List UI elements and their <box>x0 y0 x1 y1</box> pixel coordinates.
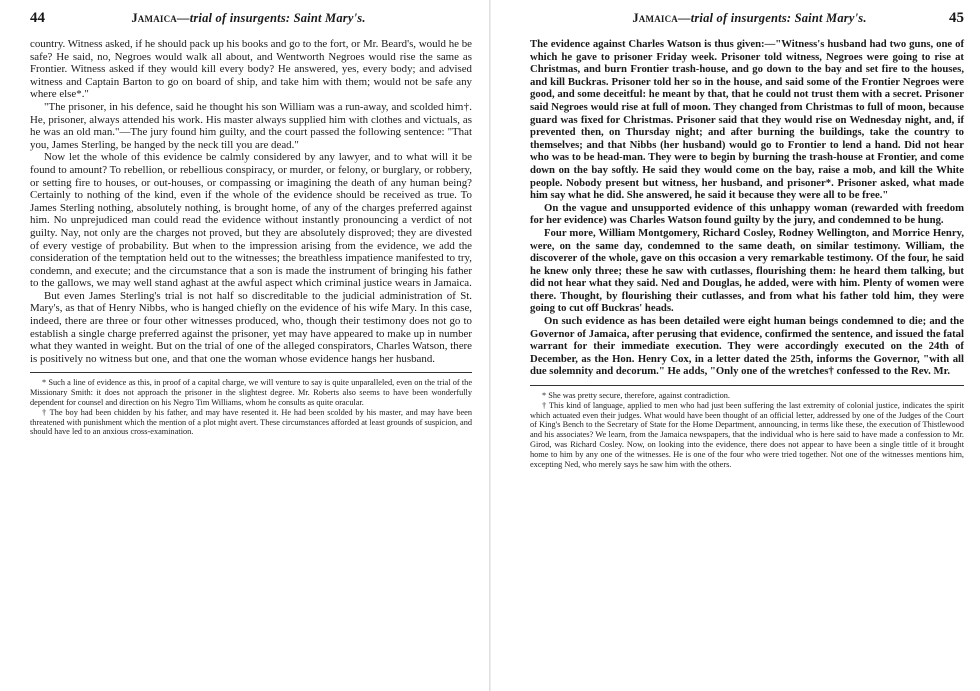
paragraph: The evidence against Charles Watson is thus given:—"Witness's husband had two guns, one of which he gave to prisoner Friday week. Prisoner told witness, Negroes were going to rise at Christmas, and burn Frontier trash-house, and go down to the bay and set fire to the houses, and kill Buckras. Prisoner told her so in the house, and said some of the Frontier Negroes were good, and some deceitful: he meant by that, that he could not trust them with a secret. Prisoner said Negroes would rise at full of moon. They changed from Christmas to full of moon, because guard was fixed for Christmas. Prisoner said that they would rise on Wednesday night, and, if prevented then, on Thursday night; and after burning the buildings, take the country to themselves; and that Nibbs (her husband) would go to Frontier to lend a hand. Did not hear who was to be head-man. They were to begin by burning the trash-house at Frontier, and come down on the bay softly. He said they would come on the bay, raise a mob, and kill the White people. Nobody present but witness, her husband, and prisoner*. Prisoner asked, what made him say what he did. She answered, he said it because they were all to be free." <box>530 38 964 202</box>
right-footnotes <box>530 391 964 469</box>
running-head <box>131 11 365 26</box>
paragraph: But even James Sterling's trial is not half so discreditable to the judicial administration of St. Mary's, as that of Henry Nibbs, who is hanged chiefly on the evidence of his wife Mary. In this case, indeed, there are three or four other witnesses produced, who, though their testimony does not go to establish a single charge preferred against the prisoner, yet may have appeared to make up in number what they wanted in weight. But on the trial of one of the alleged conspirators, Charles Watson, there is positively no witness but one, and that one the woman whose evidence hangs her husband. <box>30 289 472 365</box>
left-footnotes <box>30 378 472 437</box>
paragraph: "The prisoner, in his defence, said he thought his son William was a run-away, and scolded him†. He, prisoner, always attended his work. His master always supplied him with clothes and victuals, as he was an old man."—The jury found him guilty, and the court passed the following sentence: "That you, James Sterling, be hanged by the neck till you are dead." <box>30 100 472 151</box>
paragraph: Four more, William Montgomery, Richard Cosley, Rodney Wellington, and Morrice Henry, were, on the same day, condemned to the same death, on similar testimony. William, the discoverer of the whole, gave on this occasion a very remarkable testimony. Of the four, he said he knew only three; these he saw with cutlasses, flourishing them: he heard them talking, but did not hear what they said. Ned and Douglas, he added, were with him. Plenty of women were there. Thought, by flourishing their cutlasses, and from what his father told him, they were going to cut off Buckras' heads. <box>530 226 964 315</box>
footnote: * She was pretty secure, therefore, against contradiction. <box>542 391 730 401</box>
left-page-header <box>30 10 472 34</box>
footnote-rule <box>530 385 964 386</box>
running-head-caps: Jamaica <box>131 11 177 25</box>
page-number: 44 <box>30 10 45 26</box>
running-head-caps: Jamaica <box>632 11 678 25</box>
paragraph: On the vague and unsupported evidence of this unhappy woman (rewarded with freedom for her evidence) was Charles Watson found guilty by the jury, and condemned to be hung. <box>530 201 964 227</box>
running-head-title: —trial of insurgents: Saint Mary's. <box>177 11 366 25</box>
footnote-rule <box>30 372 472 373</box>
paragraph: country. Witness asked, if he should pack up his books and go to the fort, or Mr. Beard's, would he be safe? He said, no, Negroes would walk all about, and Wentworth Negroes would rise the same as Frontier. Witness asked if they would kill every body? He answered, yes, every body; and advised witness and Captain Barton to go on board of ship, and take him with them; would not be safe any where else*." <box>30 38 472 101</box>
right-page-header <box>530 10 964 34</box>
right-body-text <box>530 38 964 378</box>
running-head <box>632 11 866 26</box>
paragraph: Now let the whole of this evidence be calmly considered by any lawyer, and to what will it be found to amount? To rebellion, or rebellious conspiracy, or murder, or felony, or burglary, or robbery, or setting fire to houses, or out-houses, or compassing or imagining the death of any human being? Certainly to nothing of the kind, even if the whole of the evidence should be received as true. To James Sterling nothing, absolutely nothing, is brought home, of any of the charges preferred against him. No unprejudiced man could read the evidence without instantly pronouncing a verdict of not guilty. Nay, not only are the charges not proved, but they are absolutely disproved; they are divested of every vestige of probability. But when to the impression arising from the evidence, we add the consideration of the temptation held out to the witnesses; the breathless impatience manifested to try, condemn, and execute; and the circumstance that a son is made the instrument of bringing his father to the gallows, we may well stand aghast at the awful aspect which criminal justice wears in Jamaica. <box>30 151 472 290</box>
footnote: * Such a line of evidence as this, in proof of a capital charge, we will venture to say is quite unparalleled, even on the trial of the Missionary Smith: it does not approach the prisoner in the slightest degree. Mr. Roberts also seems to have been wonderfully dependent for counsel and direction on his Negro Tim Williams, whom he consults as quite oracular. <box>30 378 472 408</box>
right-page <box>490 0 980 691</box>
footnote: † This kind of language, applied to men who had just been suffering the last extremity of colonial justice, indicates the spirit which actuated even their judges. What would have been thought of an official letter, addressed by one of the Judges of the Court of King's Bench to the Secretary of State for the Home Department, announcing, in terms like these, the execution of Thistlewood and his associates? We learn, from the Jamaica newspapers, that the individual who is here said to have made a confession to Mr. Girod, was Richard Cosley. Now, on looking into the evidence, there does not appear to have been a single tittle of it brought home to him by any one of the witnesses. He is one of the four who were tried together. Not one of the witnesses mentions him, excepting Ned, who merely says he saw him with the others. <box>530 400 964 469</box>
footnote: † The boy had been chidden by his father, and may have resented it. He had been scolded by his master, and may have been threatened with punishment which the mention of a plot might avert. These circumstances afforded at least grounds of suspicion, and should have led to an anxious cross-examination. <box>30 407 472 437</box>
paragraph: On such evidence as has been detailed were eight human beings condemned to die; and the Governor of Jamaica, after perusing that evidence, confirmed the sentence, and issued the fatal warrant for their immediate execution. They were accordingly executed on the 24th of December, as the Hon. Henry Cox, in a letter dated the 25th, informs the Governor, "with all due solemnity and decorum." He adds, "Only one of the wretches† confessed to the Rev. Mr. <box>530 315 964 378</box>
running-head-title: —trial of insurgents: Saint Mary's. <box>678 11 867 25</box>
left-body-text <box>30 38 472 365</box>
page-number: 45 <box>948 10 964 26</box>
